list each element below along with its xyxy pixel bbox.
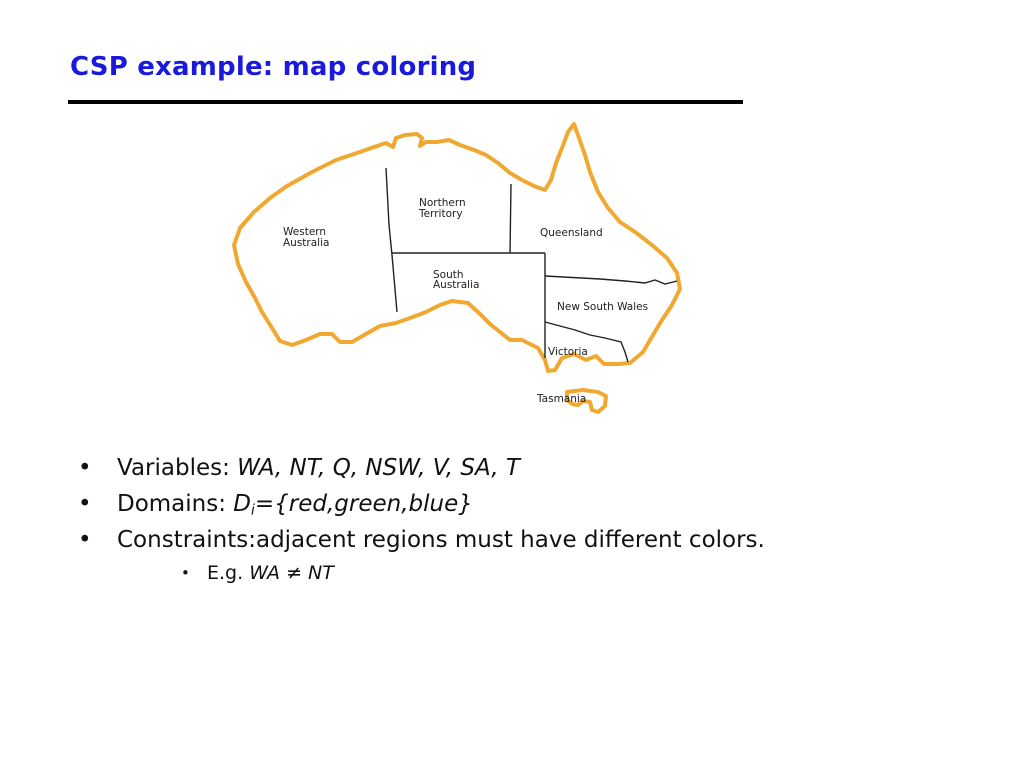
domains-subscript: i: [251, 502, 255, 519]
not-equal-symbol: ≠: [286, 562, 302, 584]
bullet-list: [78, 450, 978, 588]
domains-value: ={red,green,blue}: [254, 491, 473, 517]
domains-var: D: [233, 491, 252, 517]
label-western-australia-1: Western: [283, 226, 327, 238]
constraints-text: Constraints:adjacent regions must have different colors.: [117, 527, 765, 553]
title-underline: [68, 100, 743, 104]
label-new-south-wales: New South Wales: [557, 301, 649, 313]
label-south-australia-2: Australia: [433, 279, 480, 291]
bullet-variables: [78, 450, 978, 486]
label-tasmania: Tasmania: [537, 393, 587, 405]
variables-value: WA, NT, Q, NSW, V, SA, T: [237, 455, 520, 481]
label-south-australia-1: South: [433, 269, 464, 281]
label-western-australia-2: Australia: [283, 237, 330, 249]
bullet-domains: [78, 486, 978, 522]
border-q-nsw: [545, 276, 677, 284]
australia-map: [225, 115, 695, 425]
bullet-dot: •: [78, 455, 92, 481]
bullet-constraints: [78, 522, 978, 558]
label-victoria: Victoria: [548, 346, 588, 358]
label-queensland: Queensland: [540, 227, 603, 239]
variables-prefix: Variables:: [117, 455, 238, 481]
slide-title: CSP example: map coloring: [70, 52, 477, 82]
border-nt-q: [510, 184, 511, 253]
bullet-example: [78, 558, 978, 588]
bullet-dot: •: [78, 491, 92, 517]
example-prefix: E.g.: [207, 562, 250, 584]
bullet-dot: •: [78, 527, 92, 553]
example-right: NT: [308, 562, 334, 584]
label-northern-territory-1: Northern: [419, 197, 466, 209]
sub-bullet-dot: •: [181, 564, 190, 582]
domains-prefix: Domains:: [117, 491, 234, 517]
example-left: WA: [249, 562, 281, 584]
border-wa: [386, 168, 397, 312]
label-northern-territory-2: Territory: [419, 208, 463, 220]
